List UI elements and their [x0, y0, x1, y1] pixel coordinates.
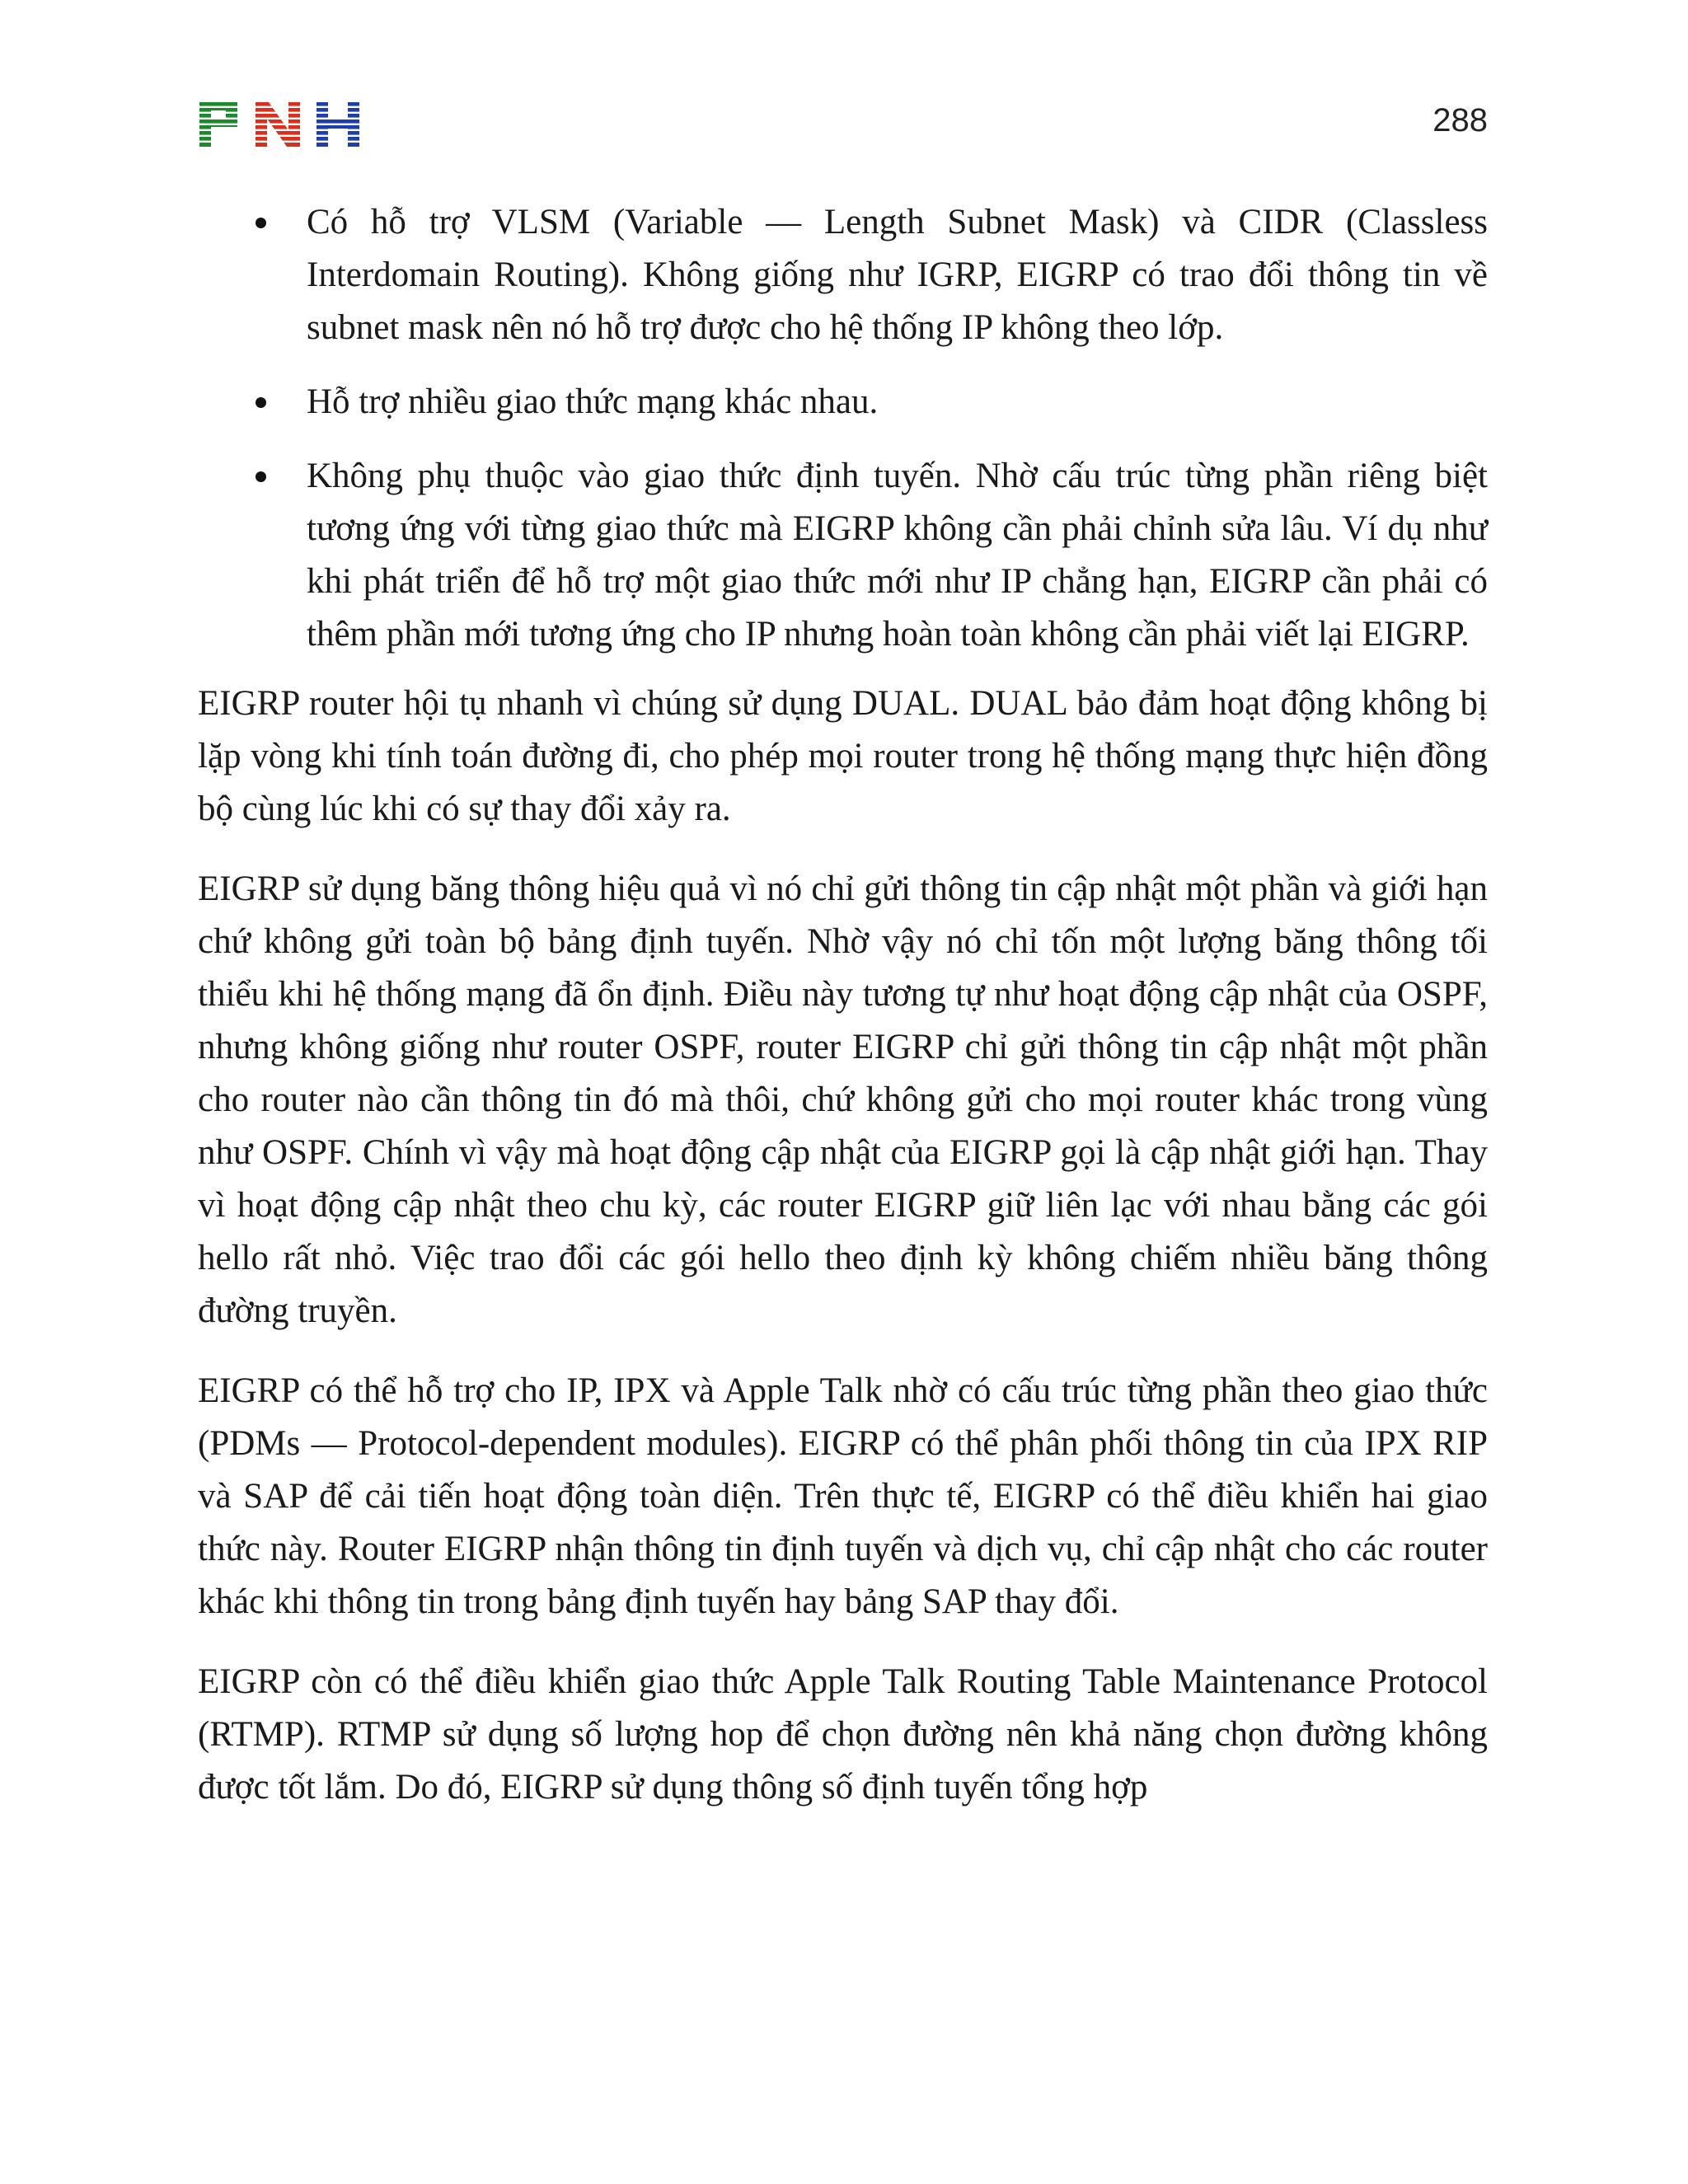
- pnh-logo-graphic: [198, 102, 363, 147]
- page-header: [198, 97, 1488, 155]
- list-item: [198, 196, 1488, 354]
- bullet-text: Hỗ trợ nhiều giao thức mạng khác nhau.: [307, 382, 879, 421]
- bullet-text: Có hỗ trợ VLSM (Variable — Length Subnet Mask) và CIDR (Classless Interdomain Routing). Không giống như IGRP, EIGRP có trao đổi thông tin về subnet mask nên nó hỗ trợ được cho hệ thống IP không theo lớp.: [307, 203, 1488, 347]
- body-paragraph: EIGRP còn có thể điều khiển giao thức Apple Talk Routing Table Maintenance Protocol (RTMP). RTMP sử dụng số lượng hop để chọn đường nên khả năng chọn đường không được tốt lắm. Do đó, EIGRP sử dụng thông số định tuyến tổng hợp: [198, 1662, 1488, 1807]
- page-number: 288: [1432, 102, 1488, 138]
- body-paragraph: EIGRP có thể hỗ trợ cho IP, IPX và Apple Talk nhờ có cấu trúc từng phần theo giao thức (PDMs — Protocol-dependent modules). EIGRP có thể phân phối thông tin của IPX RIP và SAP để cải tiến hoạt động toàn diện. Trên thực tế, EIGRP có thể điều khiển hai giao thức này. Router EIGRP nhận thông tin định tuyến và dịch vụ, chỉ cập nhật cho các router khác khi thông tin trong bảng định tuyến hay bảng SAP thay đổi.: [198, 1371, 1488, 1621]
- body-paragraph: EIGRP router hội tụ nhanh vì chúng sử dụng DUAL. DUAL bảo đảm hoạt động không bị lặp vòng khi tính toán đường đi, cho phép mọi router trong hệ thống mạng thực hiện đồng bộ cùng lúc khi có sự thay đổi xảy ra.: [198, 684, 1488, 828]
- bullet-text: Không phụ thuộc vào giao thức định tuyến. Nhờ cấu trúc từng phần riêng biệt tương ứng với từng giao thức mà EIGRP không cần phải chỉnh sửa lâu. Ví dụ như khi phát triển để hỗ trợ một giao thức mới như IP chẳng hạn, EIGRP cần phải có thêm phần mới tương ứng cho IP nhưng hoàn toàn không cần phải viết lại EIGRP.: [307, 457, 1488, 654]
- bullet-dot-icon: [256, 218, 266, 228]
- pnh-logo: [198, 102, 363, 147]
- list-item: [198, 450, 1488, 661]
- bullet-dot-icon: [256, 397, 266, 408]
- body-paragraph: EIGRP sử dụng băng thông hiệu quả vì nó chỉ gửi thông tin cập nhật một phần và giới hạn chứ không gửi toàn bộ bảng định tuyến. Nhờ vậy nó chỉ tốn một lượng băng thông tối thiểu khi hệ thống mạng đã ổn định. Điều này tương tự như hoạt động cập nhật của OSPF, nhưng không giống như router OSPF, router EIGRP chỉ gửi thông tin cập nhật một phần cho router nào cần thông tin đó mà thôi, chứ không gửi cho mọi router khác trong vùng như OSPF. Chính vì vậy mà hoạt động cập nhật của EIGRP gọi là cập nhật giới hạn. Thay vì hoạt động cập nhật theo chu kỳ, các router EIGRP giữ liên lạc với nhau bằng các gói hello rất nhỏ. Việc trao đổi các gói hello theo định kỳ không chiếm nhiều băng thông đường truyền.: [198, 869, 1488, 1330]
- bullet-list: [198, 196, 1488, 661]
- bullet-dot-icon: [256, 471, 266, 482]
- page-content: [198, 196, 1488, 1841]
- list-item: [198, 376, 1488, 429]
